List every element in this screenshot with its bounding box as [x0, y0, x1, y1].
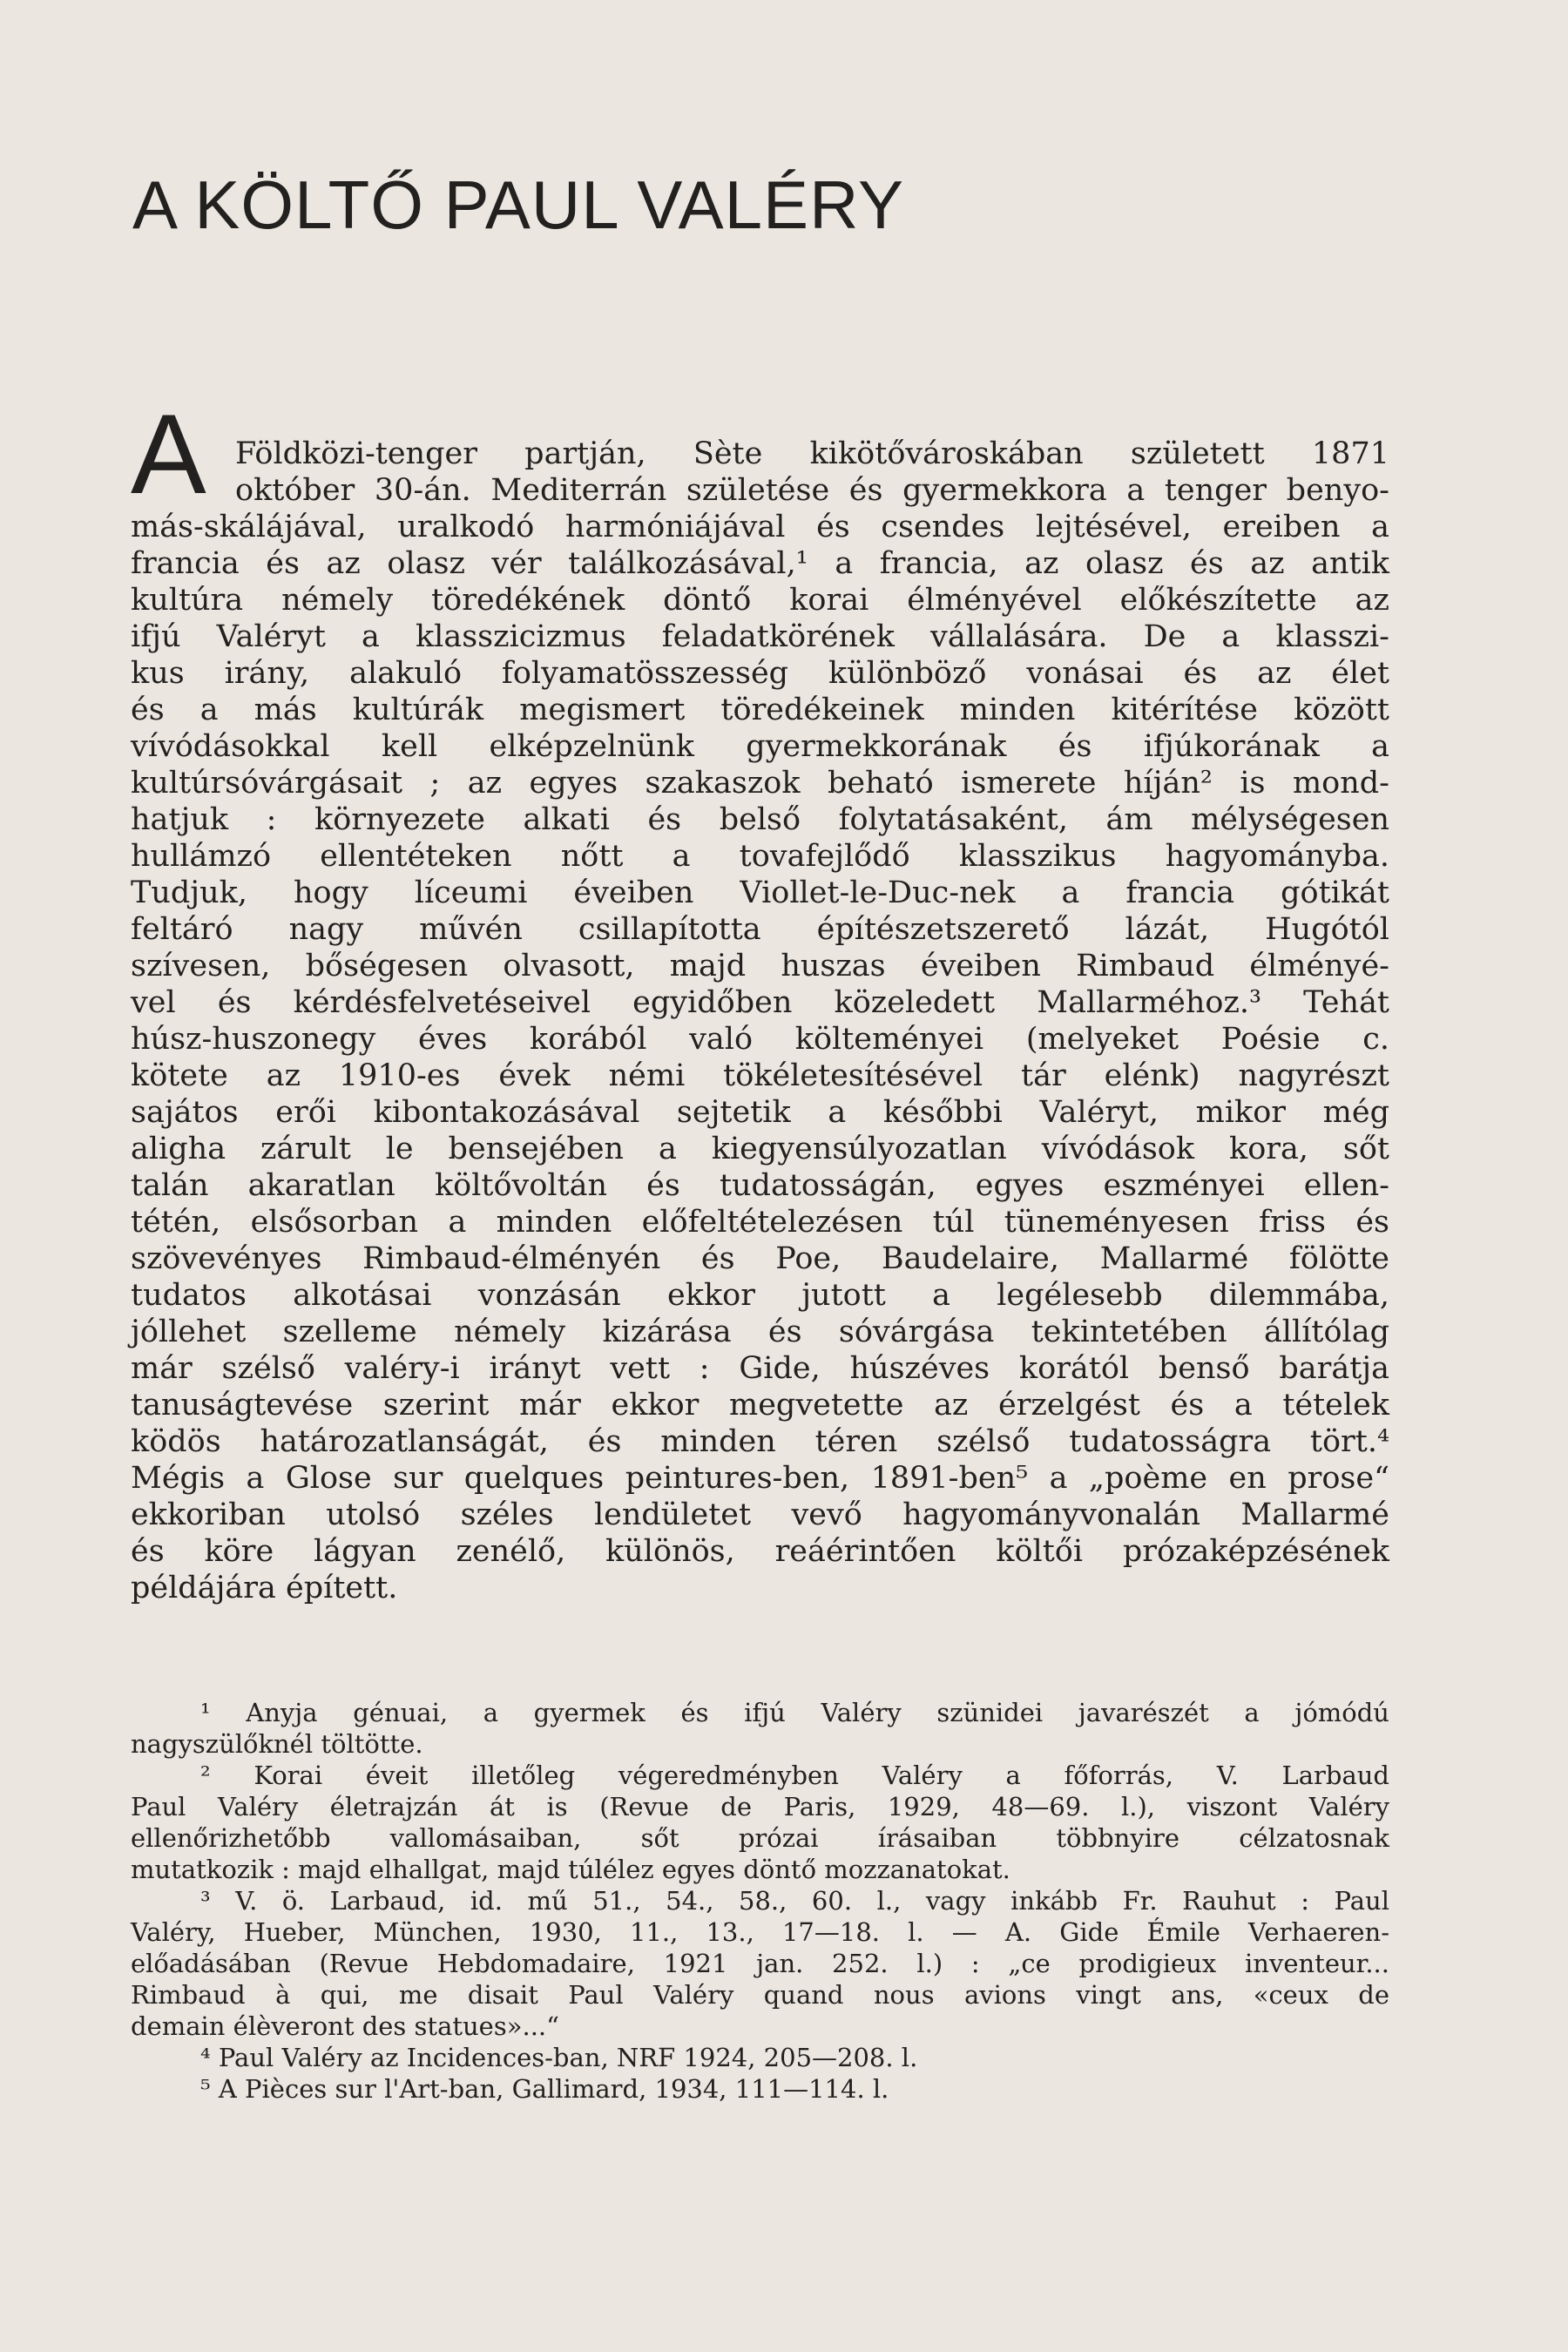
footnote-line: Rimbaud à qui, me disait Paul Valéry quand nous avions vingt ans, «ceux de	[131, 1980, 1389, 2010]
body-line: szövevényes Rimbaud-élményén és Poe, Baudelaire, Mallarmé fölötte	[131, 1241, 1389, 1276]
footnote-line: demain élèveront des statues»...“	[131, 2011, 559, 2041]
body-line: vel és kérdésfelvetéseivel egyidőben közeledett Mallarméhoz.³ Tehát	[131, 985, 1389, 1020]
footnote-line: mutatkozik : majd elhallgat, majd túlélez egyes döntő mozzanatokat.	[131, 1855, 1010, 1884]
footnote-line: Valéry, Hueber, München, 1930, 11., 13., 17—18. l. — A. Gide Émile Verhaeren-	[131, 1917, 1389, 1947]
footnote-line: ³ V. ö. Larbaud, id. mű 51., 54., 58., 60. l., vagy inkább Fr. Rauhut : Paul	[200, 1886, 1389, 1916]
body-line: tanuságtevése szerint már ekkor megvetette az érzelgést és a tételek	[131, 1388, 1389, 1423]
body-line: ekkoriban utolsó széles lendületet vevő hagyományvonalán Mallarmé	[131, 1497, 1389, 1532]
body-line: október 30-án. Mediterrán születése és gyermekkora a tenger benyo-	[235, 473, 1389, 508]
body-line: már szélső valéry-i irányt vett : Gide, húszéves korától benső barátja	[131, 1351, 1389, 1386]
body-line: hullámzó ellentéteken nőtt a tovafejlődő klasszikus hagyományba.	[131, 839, 1389, 874]
body-line: kötete az 1910-es évek némi tökéletesítésével tár elénk) nagyrészt	[131, 1058, 1389, 1093]
body-line: vívódásokkal kell elképzelnünk gyermekkorának és ifjúkorának a	[131, 729, 1389, 764]
body-line: kultúra némely töredékének döntő korai élményével előkészítette az	[131, 583, 1389, 618]
body-line: tétén, elsősorban a minden előfeltételezésen túl tüneményesen friss és	[131, 1205, 1389, 1240]
body-line: kultúrsóvárgásait ; az egyes szakaszok beható ismerete híján² is mond-	[131, 766, 1389, 801]
body-line: talán akaratlan költővoltán és tudatosságán, egyes eszményei ellen-	[131, 1168, 1389, 1203]
drop-cap: A	[131, 390, 206, 517]
body-line: húsz-huszonegy éves korából való költeményei (melyeket Poésie c.	[131, 1022, 1389, 1057]
body-line: feltáró nagy művén csillapította építészetszerető lázát, Hugótól	[131, 912, 1389, 947]
page-title: A KÖLTŐ PAUL VALÉRY	[132, 166, 905, 243]
body-line: és a más kultúrák megismert töredékeinek minden kitérítése között	[131, 693, 1389, 727]
body-line: sajátos erői kibontakozásával sejtetik a későbbi Valéryt, mikor még	[131, 1095, 1389, 1130]
footnote-line: ⁵ A Pièces sur l'Art-ban, Gallimard, 1934, 111—114. l.	[200, 2074, 889, 2104]
footnote-line: Paul Valéry életrajzán át is (Revue de Paris, 1929, 48—69. l.), viszont Valéry	[131, 1792, 1389, 1821]
body-line: példájára épített.	[131, 1571, 398, 1605]
body-line: Tudjuk, hogy líceumi éveiben Viollet-le-Duc-nek a francia gótikát	[131, 875, 1389, 910]
body-line: szívesen, bőségesen olvasott, majd huszas éveiben Rimbaud élményé-	[131, 949, 1389, 983]
footnotes	[131, 1697, 1389, 2105]
body-line: Mégis a Glose sur quelques peintures-ben, 1891-ben⁵ a „poème en prose“	[131, 1461, 1389, 1496]
body-line: tudatos alkotásai vonzásán ekkor jutott a legélesebb dilemmába,	[131, 1278, 1389, 1313]
body-line: kus irány, alakuló folyamatösszesség különböző vonásai és az élet	[131, 656, 1389, 691]
footnote-line: ² Korai éveit illetőleg végeredményben Valéry a főforrás, V. Larbaud	[200, 1761, 1389, 1790]
footnote-line: ellenőrizhetőbb vallomásaiban, sőt prózai írásaiban többnyire célzatosnak	[131, 1823, 1389, 1853]
body-line: ifjú Valéryt a klasszicizmus feladatkörének vállalására. De a klasszi-	[131, 619, 1389, 654]
body-line: francia és az olasz vér találkozásával,¹ a francia, az olasz és az antik	[131, 546, 1389, 581]
footnote-line: előadásában (Revue Hebdomadaire, 1921 jan. 252. l.) : „ce prodigieux inventeur...	[131, 1949, 1389, 1978]
body-line: aligha zárult le bensejében a kiegyensúlyozatlan vívódások kora, sőt	[131, 1132, 1389, 1166]
body-line: Földközi-tenger partján, Sète kikötővároskában született 1871	[235, 436, 1389, 471]
body-line: jóllehet szelleme némely kizárása és sóvárgása tekintetében állítólag	[131, 1315, 1389, 1349]
body-line: és köre lágyan zenélő, különös, reáérintően költői prózaképzésének	[131, 1534, 1389, 1569]
body-text	[131, 436, 1389, 1606]
body-line: más-skálájával, uralkodó harmóniájával és csendes lejtésével, ereiben a	[131, 510, 1389, 544]
footnote-line: ¹ Anyja génuai, a gyermek és ifjú Valéry szünidei javarészét a jómódú	[200, 1698, 1389, 1727]
body-line: hatjuk : környezete alkati és belső folytatásaként, ám mélységesen	[131, 802, 1389, 837]
footnote-line: nagyszülőknél töltötte.	[131, 1729, 423, 1759]
footnote-line: ⁴ Paul Valéry az Incidences-ban, NRF 1924, 205—208. l.	[200, 2043, 918, 2072]
body-line: ködös határozatlanságát, és minden téren szélső tudatosságra tört.⁴	[131, 1424, 1389, 1459]
